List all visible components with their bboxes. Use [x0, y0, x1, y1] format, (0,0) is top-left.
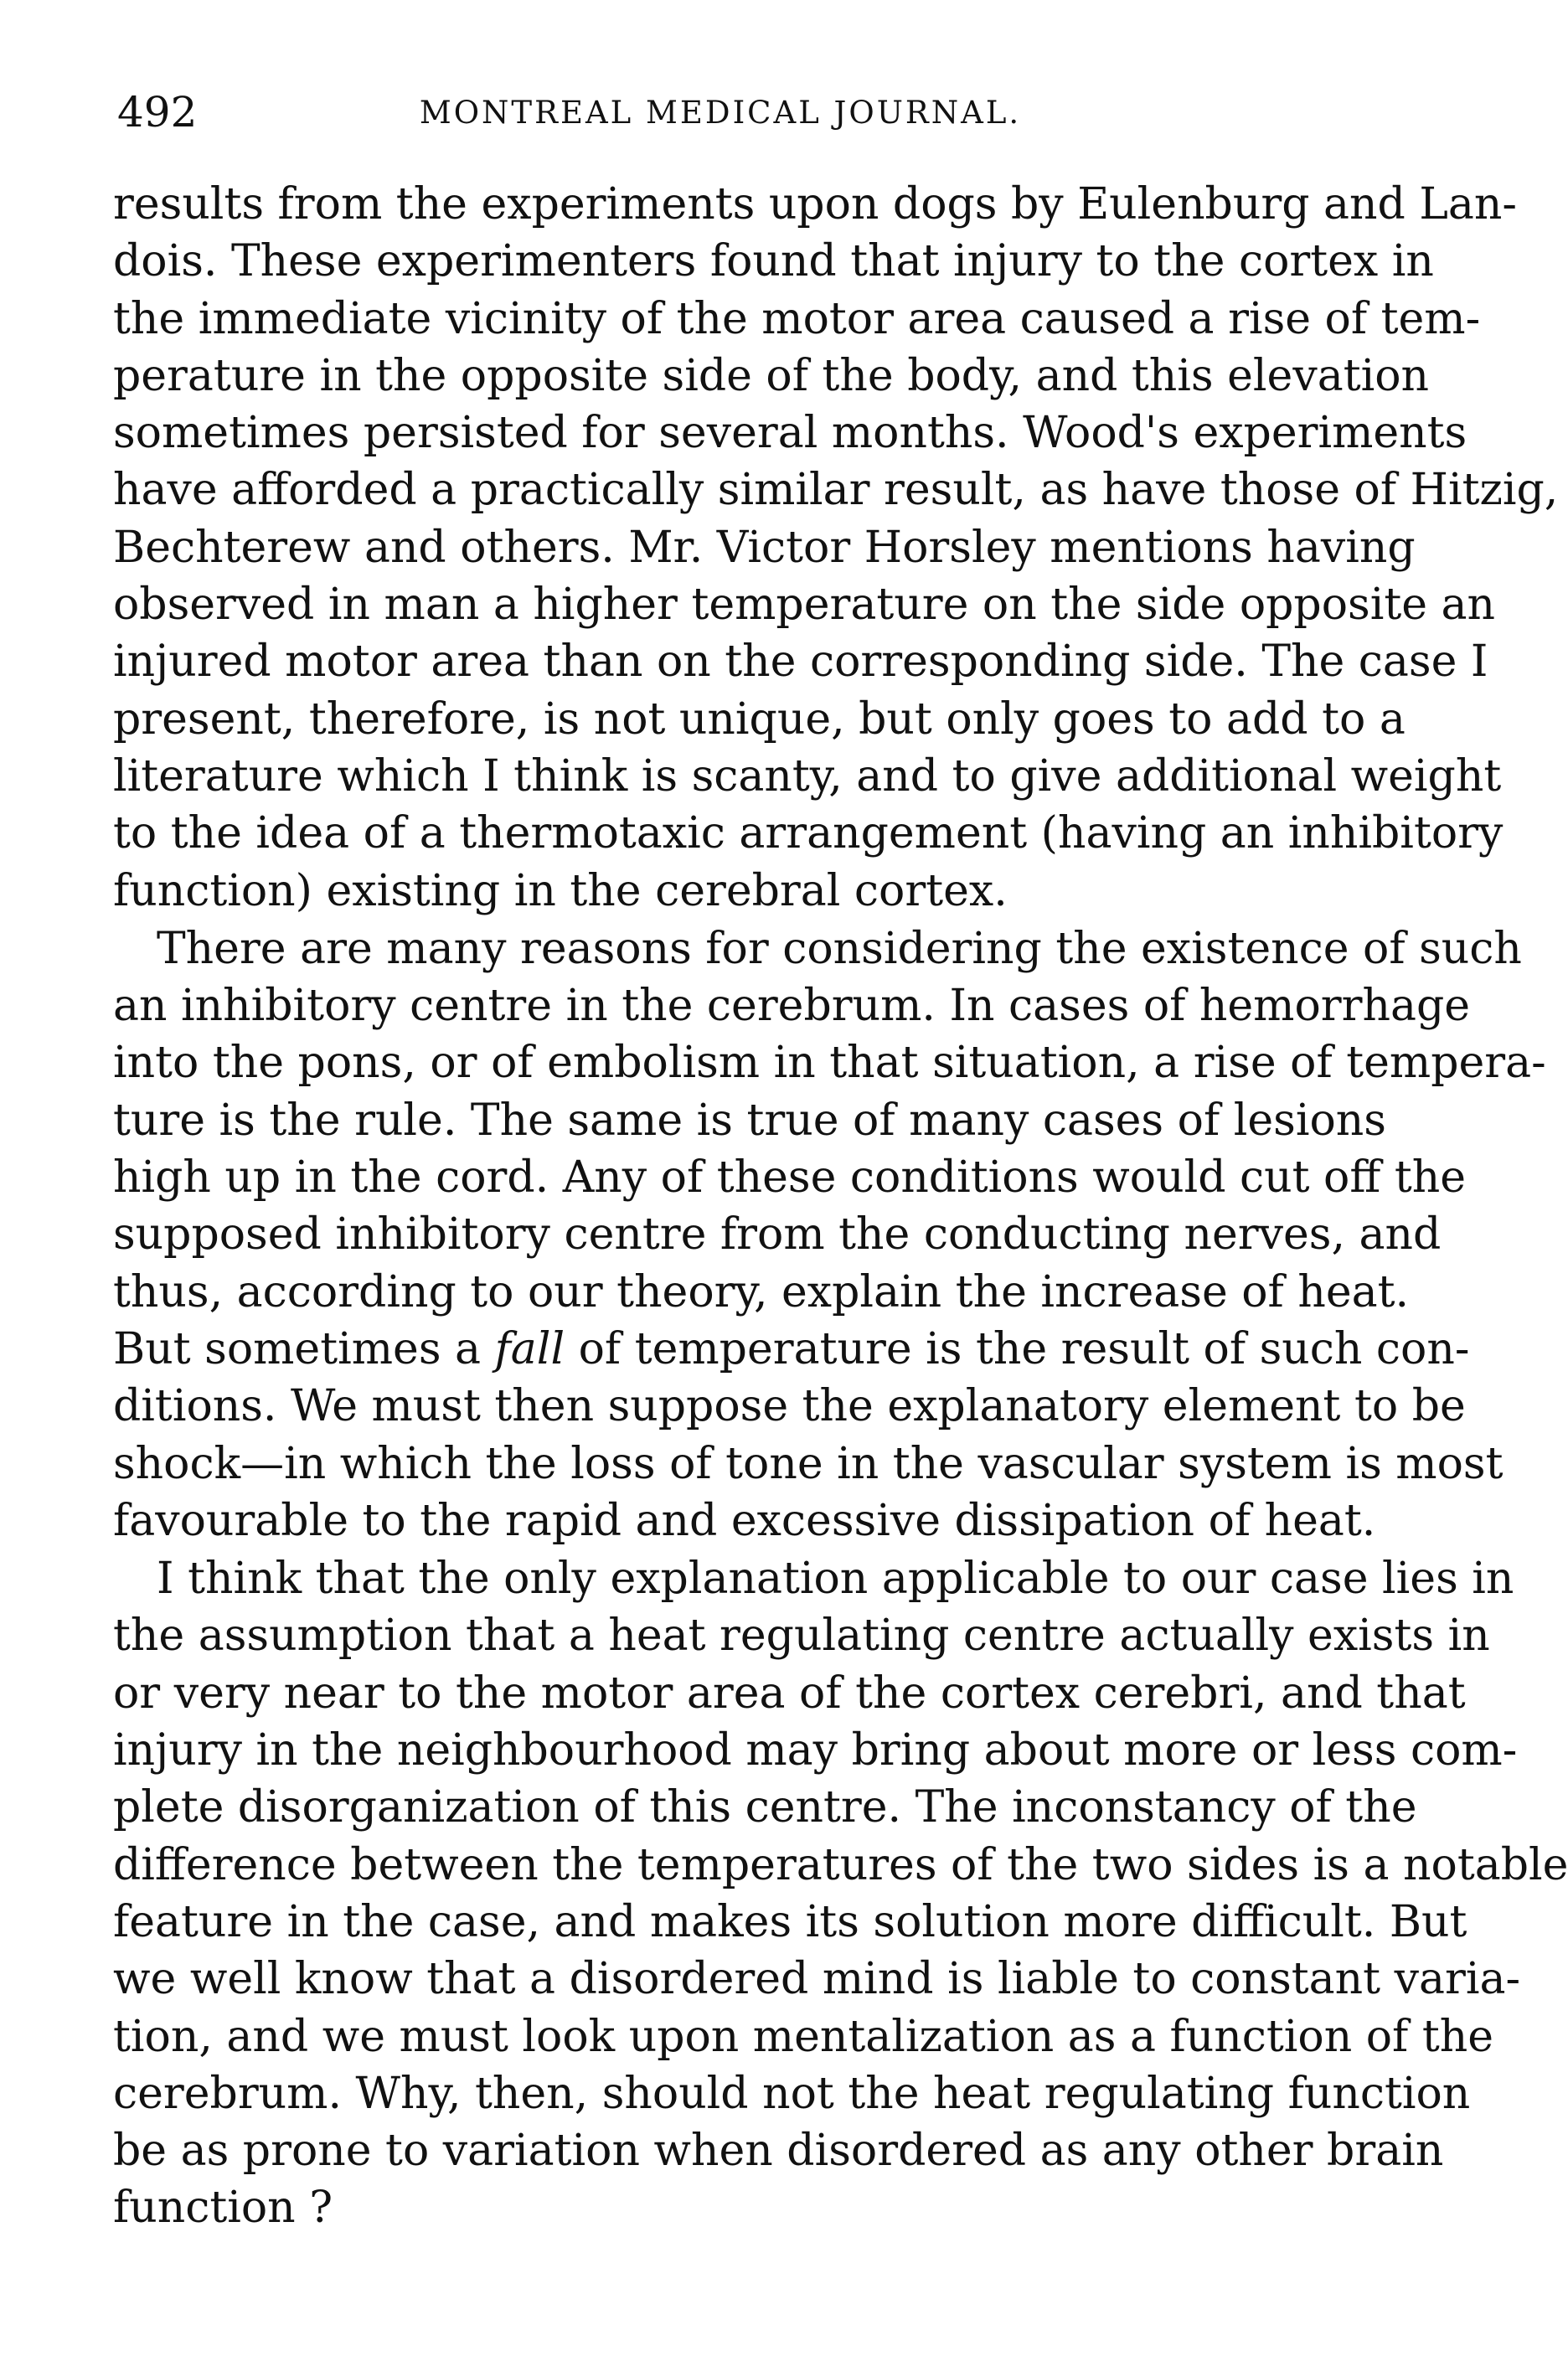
- text-line: an inhibitory centre in the cerebrum. In cases of hemorrhage: [113, 981, 1471, 1032]
- text-line: high up in the cord. Any of these conditions would cut off the: [113, 1152, 1466, 1204]
- text-line: injured motor area than on the corresponding side. The case I: [113, 637, 1488, 688]
- text-line: favourable to the rapid and excessive dissipation of heat.: [113, 1495, 1376, 1546]
- text-line: ditions. We must then suppose the explanatory element to be: [113, 1381, 1466, 1432]
- text-segment: of temperature is the result of such con-: [565, 1323, 1470, 1374]
- text-line: the immediate vicinity of the motor area caused a rise of tem-: [113, 293, 1481, 344]
- text-line: literature which I think is scanty, and to give additional weight: [113, 750, 1502, 802]
- text-line: results from the experiments upon dogs by Eulenburg and Lan-: [113, 179, 1517, 229]
- text-line: supposed inhibitory centre from the conducting nerves, and: [113, 1209, 1442, 1260]
- text-line: perature in the opposite side of the body, and this elevation: [113, 350, 1430, 401]
- text-line: we well know that a disordered mind is liable to constant varia-: [113, 1954, 1521, 2005]
- text-line: thus, according to our theory, explain the increase of heat.: [113, 1266, 1410, 1317]
- paragraph-3: [113, 1550, 1568, 2237]
- text-line-with-emphasis: [113, 1321, 1470, 1378]
- paragraph-2: [113, 920, 1546, 1549]
- page-header: [117, 87, 1323, 137]
- text-line: observed in man a higher temperature on the side opposite an: [113, 580, 1496, 631]
- text-line: be as prone to variation when disordered as any other brain: [113, 2126, 1444, 2177]
- emphasized-word: fall: [494, 1323, 565, 1374]
- text-line: I think that the only explanation applicable to our case lies in: [157, 1554, 1514, 1605]
- text-line: tion, and we must look upon mentalization as a function of the: [113, 2011, 1493, 2062]
- paragraph-1: [113, 176, 1559, 920]
- text-line: ture is the rule. The same is true of many cases of lesions: [113, 1095, 1386, 1146]
- text-line: cerebrum. Why, then, should not the heat regulating function: [113, 2068, 1471, 2119]
- text-line: function) existing in the cerebral cortex.: [113, 865, 1008, 916]
- text-line: into the pons, or of embolism in that situation, a rise of tempera-: [113, 1038, 1546, 1089]
- text-line: sometimes persisted for several months. Wood's experiments: [113, 408, 1467, 459]
- text-line: injury in the neighbourhood may bring about more or less com-: [113, 1725, 1518, 1776]
- text-line: difference between the temperatures of the two sides is a notable: [113, 1839, 1568, 1890]
- text-line: plete disorganization of this centre. The inconstancy of the: [113, 1782, 1417, 1833]
- text-line: feature in the case, and makes its solution more difficult. But: [113, 1896, 1467, 1947]
- body-text: [113, 176, 1568, 2237]
- page-number: 492: [117, 88, 198, 137]
- text-line: function ?: [113, 2183, 333, 2234]
- text-line: the assumption that a heat regulating centre actually exists in: [113, 1611, 1490, 1662]
- text-line: There are many reasons for considering the existence of such: [157, 923, 1522, 974]
- text-line: to the idea of a thermotaxic arrangement (having an inhibitory: [113, 808, 1504, 859]
- text-line: Bechterew and others. Mr. Victor Horsley mentions having: [113, 522, 1416, 573]
- text-line: present, therefore, is not unique, but only goes to add to a: [113, 693, 1406, 745]
- text-line: shock—in which the loss of tone in the vascular system is most: [113, 1438, 1504, 1489]
- running-head: MONTREAL MEDICAL JOURNAL.: [419, 95, 1022, 131]
- text-line: or very near to the motor area of the cortex cerebri, and that: [113, 1668, 1466, 1719]
- text-line: dois. These experimenters found that injury to the cortex in: [113, 236, 1434, 287]
- text-segment: But sometimes a: [113, 1323, 495, 1374]
- text-line: have afforded a practically similar result, as have those of Hitzig,: [113, 465, 1559, 516]
